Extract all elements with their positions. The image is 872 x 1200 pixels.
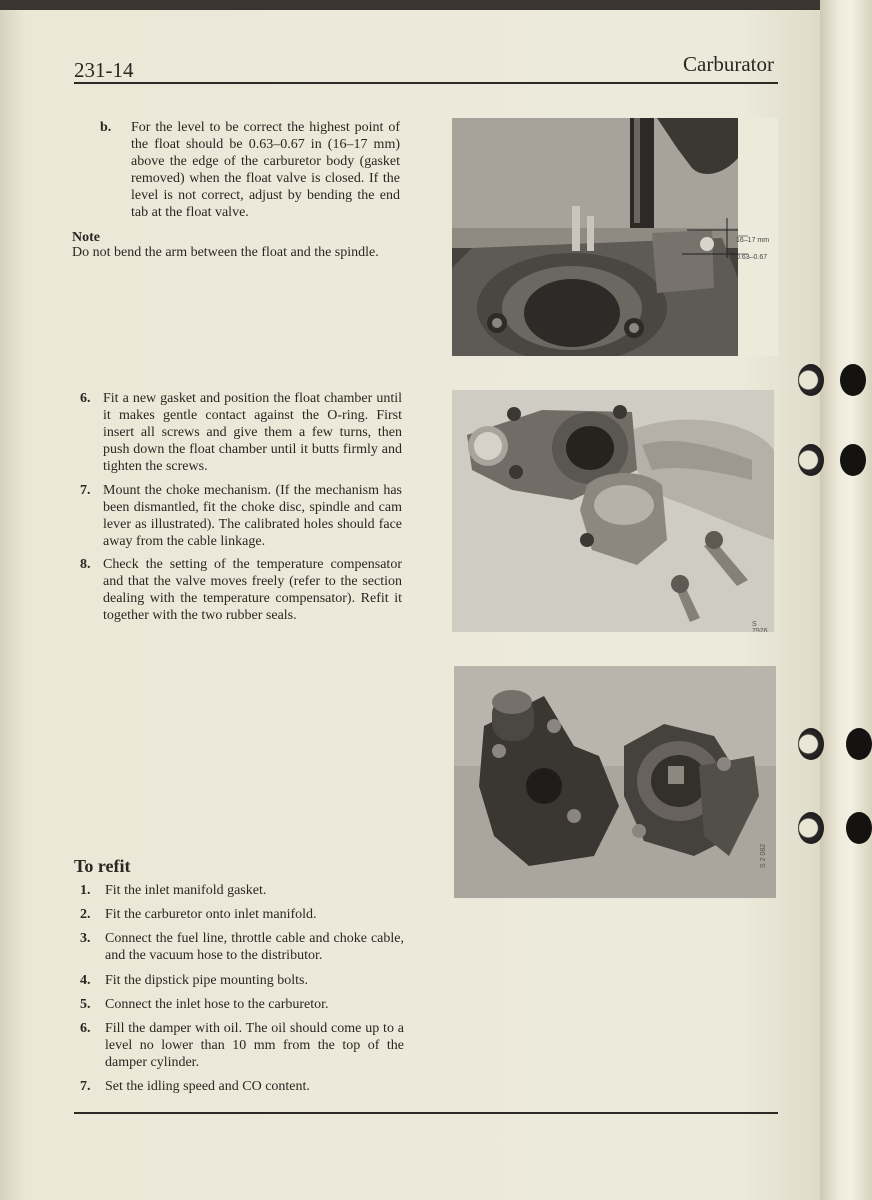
assembly-step [80, 390, 402, 475]
refit-heading: To refit [74, 856, 131, 876]
note-text: Do not bend the arm between the float and the spindle. [72, 245, 379, 260]
step-text: Set the idling speed and CO content. [105, 1079, 310, 1094]
footer-rule [74, 1112, 778, 1114]
step-text: Fill the damper with oil. The oil should come up to a level no lower than 10 mm from the top of the damper cylinder. [105, 1021, 404, 1070]
step-number: 7. [80, 1079, 91, 1094]
binder-hole [798, 444, 824, 476]
step-number: 6. [80, 1021, 91, 1036]
step-number: 5. [80, 997, 91, 1012]
float-level-text: For the level to be correct the highest point of the float should be 0.63–0.67 in (16–17 mm) above the edge of the carburetor body (gasket removed) when the float valve is closed. If the level is not correct, adjust by bending the end tab at the float valve. [131, 120, 400, 220]
binder-hole [798, 812, 824, 844]
step-number: 3. [80, 931, 91, 946]
dimension-mm-label: 16–17 mm [736, 237, 770, 244]
step-number: 6. [80, 391, 91, 406]
binder-hole [798, 728, 824, 760]
refit-step [80, 906, 404, 923]
float-level-paragraph [100, 119, 400, 221]
page-number: 231-14 [74, 58, 134, 82]
float-level-photo [452, 118, 778, 356]
step-number: 8. [80, 557, 91, 572]
refit-step [80, 972, 404, 989]
step-text: Connect the inlet hose to the carburetor. [105, 997, 329, 1012]
choke-housing-photo [454, 666, 776, 898]
refit-step [80, 882, 404, 899]
binder-hole [840, 364, 866, 396]
note-heading: Note [72, 230, 100, 245]
binder-hole [840, 444, 866, 476]
assembly-step [80, 556, 402, 624]
dimension-in-label: 0.63–0.67 [736, 254, 768, 261]
step-text: Fit the inlet manifold gasket. [105, 883, 267, 898]
step-text: Fit a new gasket and position the float chamber until it makes gentle contact against the O-ring. First insert all screws and give them a few turns, then push down the float chamber until it butts firmly and tighten the screws. [103, 391, 402, 474]
assembly-step [80, 482, 402, 550]
step-number: 4. [80, 973, 91, 988]
step-text: Check the setting of the temperature compensator and that the valve moves freely (refer to the section dealing with the temperature compensator). Refit it together with the two rubber seals. [103, 557, 402, 623]
refit-step [80, 1020, 404, 1071]
figure-code: S 7926 [752, 621, 768, 632]
page-edge [820, 0, 872, 1200]
choke-mechanism-photo [452, 390, 774, 632]
step-text: Fit the carburetor onto inlet manifold. [105, 907, 317, 922]
binder-hole [846, 728, 872, 760]
refit-step [80, 996, 404, 1013]
binder-hole [798, 364, 824, 396]
section-title: Carburator [683, 52, 774, 76]
step-number: 2. [80, 907, 91, 922]
refit-step [80, 1078, 404, 1095]
step-text: Fit the dipstick pipe mounting bolts. [105, 973, 308, 988]
step-number: 7. [80, 483, 91, 498]
header-rule [74, 82, 778, 84]
figure-code: S 2 082 [760, 843, 767, 868]
binder-hole [846, 812, 872, 844]
page-top-shadow [0, 0, 872, 10]
step-text: Connect the fuel line, throttle cable and choke cable, and the vacuum hose to the distributor. [105, 931, 404, 963]
refit-step [80, 930, 404, 964]
step-text: Mount the choke mechanism. (If the mechanism has been dismantled, fit the choke disc, spindle and cam lever as illustrated). The calibrated holes should face away from the cable linkage. [103, 483, 402, 549]
step-number: 1. [80, 883, 91, 898]
float-level-marker: b. [100, 120, 112, 135]
